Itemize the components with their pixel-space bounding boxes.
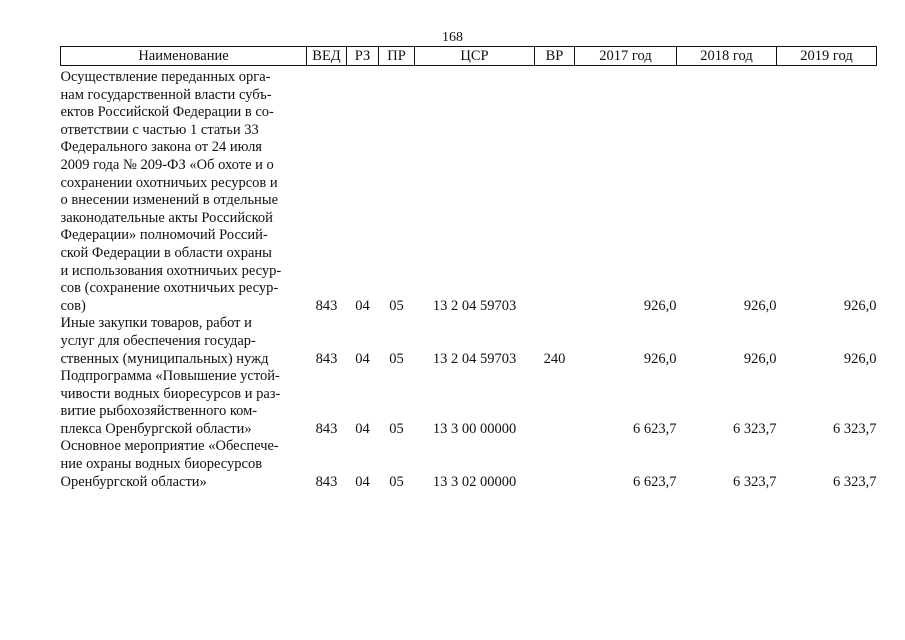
name-line: законодательные акты Российской [60,209,273,226]
cell-2018: 6 323,7 [733,473,777,490]
cell-2018: 926,0 [743,350,777,367]
cell-2017: 6 623,7 [633,420,677,437]
name-line: ственных (муниципальных) нужд [60,350,269,367]
name-line: ответствии с частью 1 статьи 33 [60,121,259,138]
table-header-row [61,47,877,66]
cell-2018: 926,0 [743,297,777,314]
name-line: сов) [60,297,86,314]
cell-vr [535,438,575,491]
name-line: Основное мероприятие «Обеспече- [60,438,279,455]
cell-2019: 926,0 [843,350,877,367]
name-line: о внесении изменений в отдельные [60,192,278,209]
header-ved: ВЕД [307,47,347,66]
cell-2018: 6 323,7 [733,420,777,437]
cell-pr: 05 [389,420,404,437]
name-line: ние охраны водных биоресурсов [60,456,263,473]
row-name [61,438,307,491]
table-row [61,438,877,491]
cell-ved: 843 [315,473,338,490]
name-line: витие рыбохозяйственного ком- [60,403,258,420]
cell-rz: 04 [355,297,370,314]
row-name [61,315,307,368]
cell-csr: 13 2 04 59703 [432,297,517,314]
cell-rz: 04 [355,350,370,367]
name-line: сохранении охотничьих ресурсов и [60,174,278,191]
name-line: 2009 года № 209-ФЗ «Об охоте и о [60,156,274,173]
name-line: ской Федерации в области охраны [60,244,272,261]
header-2018: 2018 год [677,47,777,66]
header-2019: 2019 год [777,47,877,66]
budget-table [60,46,877,491]
row-name [61,368,307,438]
header-pr: ПР [379,47,415,66]
name-line: нам государственной власти субъ- [60,86,272,103]
name-line: Иные закупки товаров, работ и [60,315,252,332]
cell-csr: 13 3 00 00000 [432,420,517,437]
name-line: Оренбургской области» [60,473,207,490]
cell-2019: 6 323,7 [833,420,877,437]
cell-ved: 843 [315,420,338,437]
cell-ved: 843 [315,350,338,367]
cell-2017: 6 623,7 [633,473,677,490]
name-line: Осуществление переданных орга- [60,69,271,85]
cell-2017: 926,0 [643,350,677,367]
name-line: Подпрограмма «Повышение устой- [60,368,280,385]
name-line: услуг для обеспечения государ- [60,332,256,349]
name-line: сов (сохранение охотничьих ресур- [60,280,279,297]
cell-csr: 13 2 04 59703 [432,350,517,367]
header-rz: РЗ [347,47,379,66]
cell-2017: 926,0 [643,297,677,314]
cell-csr: 13 3 02 00000 [432,473,517,490]
name-line: Федерального закона от 24 июля [60,139,262,156]
cell-vr: 240 [543,350,566,367]
cell-rz: 04 [355,473,370,490]
cell-pr: 05 [389,350,404,367]
header-name: Наименование [61,47,307,66]
header-csr: ЦСР [415,47,535,66]
header-2017: 2017 год [575,47,677,66]
cell-pr: 05 [389,297,404,314]
cell-2019: 6 323,7 [833,473,877,490]
name-line: Федерации» полномочий Россий- [60,227,268,244]
name-line: чивости водных биоресурсов и раз- [60,385,281,402]
table-row [61,315,877,368]
cell-vr [535,66,575,316]
table-row [61,368,877,438]
table-row [61,66,877,316]
name-line: ектов Российской Федерации в со- [60,104,274,121]
name-line: и использования охотничьих ресур- [60,262,282,279]
cell-ved: 843 [315,297,338,314]
cell-vr [535,368,575,438]
page-number: 168 [442,30,463,45]
cell-2019: 926,0 [843,297,877,314]
name-line: плекса Оренбургской области» [60,420,252,437]
cell-rz: 04 [355,420,370,437]
row-name [61,66,307,316]
header-vr: ВР [535,47,575,66]
cell-pr: 05 [389,473,404,490]
